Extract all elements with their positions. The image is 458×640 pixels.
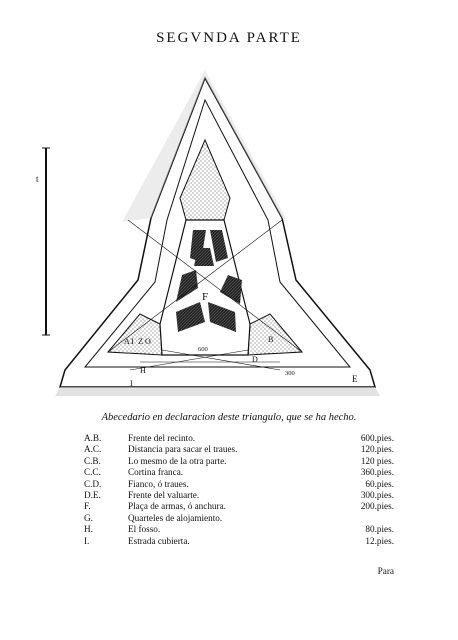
bastion-top — [180, 140, 230, 220]
legend-row — [84, 536, 394, 547]
legend-value: 80.pies. — [365, 524, 394, 535]
legend-desc: Distancia para sacar el traues. — [128, 444, 238, 455]
legend-desc: Fianco, ó traues. — [128, 478, 189, 489]
label-G: G — [235, 295, 241, 304]
legend-list — [84, 433, 394, 547]
bastion-right — [248, 314, 302, 355]
legend-desc: Estrada cubierta. — [128, 535, 190, 546]
legend-value: 200.pies. — [360, 501, 394, 512]
legend-desc: Quarteles de alojamiento. — [128, 512, 223, 523]
legend-code: H. — [84, 524, 93, 535]
legend-code: C.C. — [84, 467, 101, 478]
legend-desc: Cortina franca. — [128, 467, 184, 478]
legend-row — [84, 467, 394, 478]
label-I: I — [131, 337, 134, 346]
legend-value: 120 pies. — [360, 455, 394, 466]
legend-value: 600.pies. — [360, 433, 394, 443]
legend-code: D.E. — [84, 489, 101, 500]
dimension-inner: 600 — [198, 346, 208, 353]
legend-row — [84, 513, 394, 524]
legend-code: C.B. — [84, 455, 101, 466]
legend-code: I. — [84, 535, 90, 546]
legend-desc: Lo mesmo de la otra parte. — [128, 455, 227, 466]
label-ditch-I: I — [130, 379, 133, 388]
legend-desc: Plaça de armas, ó anchura. — [128, 501, 226, 512]
legend-value: 120.pies. — [360, 444, 394, 455]
label-E: E — [352, 374, 358, 384]
legend-row — [84, 456, 394, 467]
legend-desc: Frente del valuarte. — [128, 489, 200, 500]
legend-caption: Abecedario en declaracion deste triangulo, que se ha hecho. — [101, 412, 357, 423]
legend-code: A.B. — [84, 433, 102, 443]
scale-bar — [36, 148, 50, 335]
label-B: B — [268, 335, 274, 344]
catchword: Para — [377, 566, 394, 576]
label-H: H — [140, 366, 146, 375]
label-F: F — [202, 291, 209, 303]
scale-label: t — [36, 174, 39, 184]
legend-code: G. — [84, 512, 93, 523]
legend-value: 300.pies. — [360, 489, 394, 500]
bastion-left — [108, 314, 162, 355]
legend-value: 12.pies. — [365, 535, 394, 546]
legend-code: F. — [84, 501, 91, 512]
legend-code: A.C. — [84, 444, 102, 455]
legend-row — [84, 501, 394, 512]
legend-desc: Frente del recinto. — [128, 433, 196, 443]
dimension-face: 300 — [285, 370, 295, 377]
legend-row — [84, 433, 394, 444]
label-O: O — [145, 337, 151, 346]
legend-value: 360.pies. — [360, 467, 394, 478]
legend-row — [84, 444, 394, 455]
page-header: SEGVNDA PARTE — [156, 30, 302, 46]
legend-code: C.D. — [84, 478, 102, 489]
label-A: A — [124, 337, 130, 346]
fortress-plan — [30, 70, 410, 405]
legend-row — [84, 479, 394, 490]
label-Z: Z — [138, 337, 143, 346]
legend-value: 60.pies. — [365, 478, 394, 489]
legend-row — [84, 490, 394, 501]
legend-desc: El fosso. — [128, 524, 161, 535]
label-D: D — [252, 355, 258, 364]
legend-row — [84, 524, 394, 535]
